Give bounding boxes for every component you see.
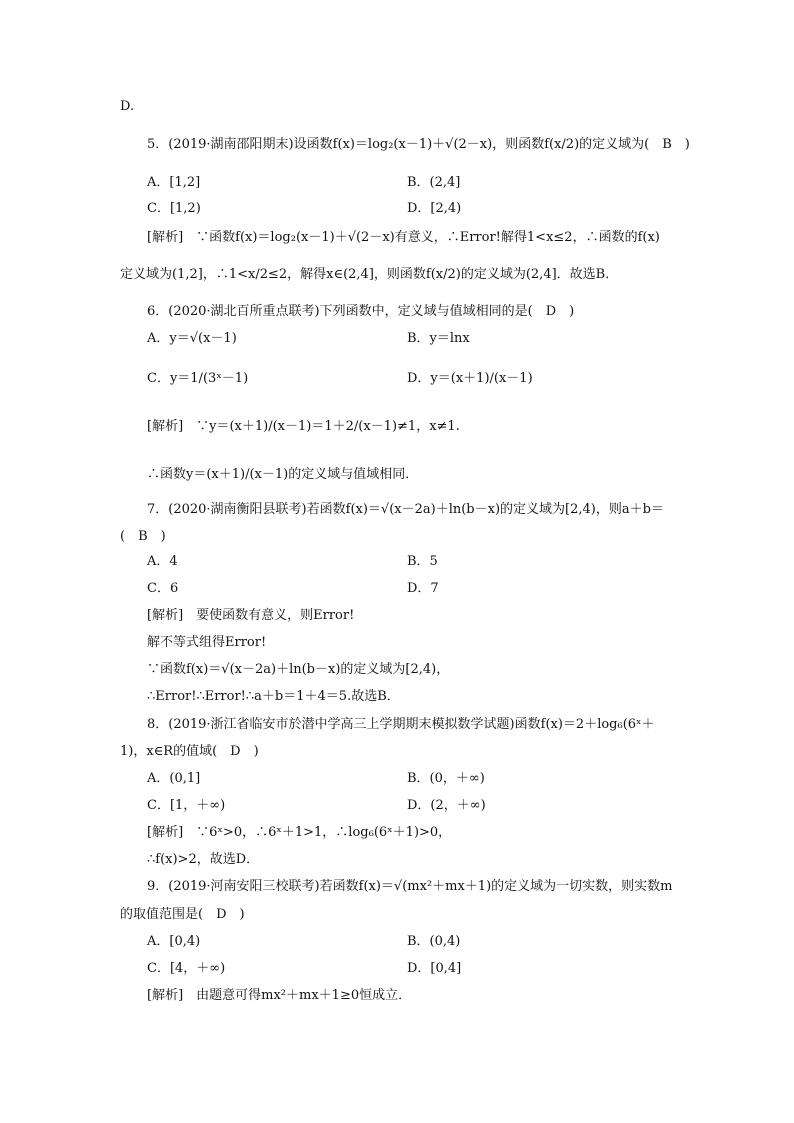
q7-explanation-2: 解不等式组得Error! xyxy=(147,635,267,650)
question-7-answer: ( B ) xyxy=(120,529,166,544)
q8-option-a: A．(0,1] xyxy=(147,771,201,786)
question-7-stem: 7．(2020·湖南衡阳县联考)若函数f(x)＝√(x－2a)＋ln(b－x)的定义域为[2,4)，则a＋b＝ xyxy=(147,502,664,517)
q9-explanation-1: [解析] 由题意可得mx²＋mx＋1≥0恒成立． xyxy=(147,988,412,1003)
q6-option-a: A．y＝√(x－1) xyxy=(147,331,237,346)
q8-option-d: D．(2，＋∞) xyxy=(407,798,486,813)
q9-option-b: B．(0,4) xyxy=(407,934,461,949)
q7-explanation-3: ∵函数f(x)＝√(x－2a)＋ln(b－x)的定义域为[2,4)， xyxy=(147,662,450,677)
q5-option-d: D．[2,4) xyxy=(407,201,462,216)
q9-option-a: A．[0,4) xyxy=(147,934,201,949)
question-8-stem-cont: 1)，x∈R的值域( D ) xyxy=(120,744,259,759)
q5-explanation-1: [解析] ∵函数f(x)＝log₂(x－1)＋√(2－x)有意义，∴Error!解得1<x≤2，∴函数的f(x) xyxy=(147,230,660,245)
question-5-stem: 5．(2019·湖南邵阳期末)设函数f(x)＝log₂(x－1)＋√(2－x)，则函数f(x/2)的定义域为( B ) xyxy=(147,137,690,152)
q7-explanation-1: [解析] 要使函数有意义，则Error! xyxy=(147,608,355,623)
q7-explanation-4: ∴Error!∴Error!∴a＋b＝1＋4＝5.故选B． xyxy=(147,689,400,704)
question-9-stem-cont: 的取值范围是( D ) xyxy=(120,907,245,922)
q5-option-a: A．[1,2] xyxy=(147,175,201,190)
q6-option-c: C．y＝1/(3ˣ－1) xyxy=(147,371,249,386)
q7-option-a: A．4 xyxy=(147,554,178,569)
q7-option-c: C．6 xyxy=(147,581,179,596)
q7-option-d: D．7 xyxy=(407,581,439,596)
q5-option-b: B．(2,4] xyxy=(407,175,461,190)
q6-explanation-1: [解析] ∵y＝(x＋1)/(x－1)＝1＋2/(x－1)≠1，x≠1. xyxy=(147,419,460,434)
q6-option-b: B．y＝lnx xyxy=(407,331,470,346)
q6-option-d: D．y＝(x＋1)/(x－1) xyxy=(407,371,533,386)
q5-explanation-2: 定义域为(1,2]，∴1<x/2≤2，解得x∈(2,4]，则函数f(x/2)的定义域为(2,4]．故选B． xyxy=(120,267,619,282)
q8-explanation-1: [解析] ∵6ˣ>0，∴6ˣ＋1>1，∴log₆(6ˣ＋1)>0， xyxy=(147,825,452,840)
q9-option-c: C．[4，＋∞) xyxy=(147,961,226,976)
q8-explanation-2: ∴f(x)>2，故选D． xyxy=(147,852,260,867)
question-8-stem: 8．(2019·浙江省临安市於潜中学高三上学期期末模拟数学试题)函数f(x)＝2＋log₆(6ˣ＋ xyxy=(147,717,655,732)
q5-option-c: C．[1,2) xyxy=(147,201,201,216)
q6-explanation-2: ∴函数y＝(x＋1)/(x－1)的定义域与值域相同． xyxy=(147,467,419,482)
question-9-stem: 9．(2019·河南安阳三校联考)若函数f(x)＝√(mx²＋mx＋1)的定义域为一切实数，则实数m xyxy=(147,879,673,894)
q9-option-d: D．[0,4] xyxy=(407,961,462,976)
text-line: D. xyxy=(120,99,135,114)
q8-option-c: C．[1，＋∞) xyxy=(147,798,226,813)
q7-option-b: B．5 xyxy=(407,554,438,569)
question-6-stem: 6．(2020·湖北百所重点联考)下列函数中，定义域与值域相同的是( D ) xyxy=(147,304,575,319)
q8-option-b: B．(0，＋∞) xyxy=(407,771,485,786)
